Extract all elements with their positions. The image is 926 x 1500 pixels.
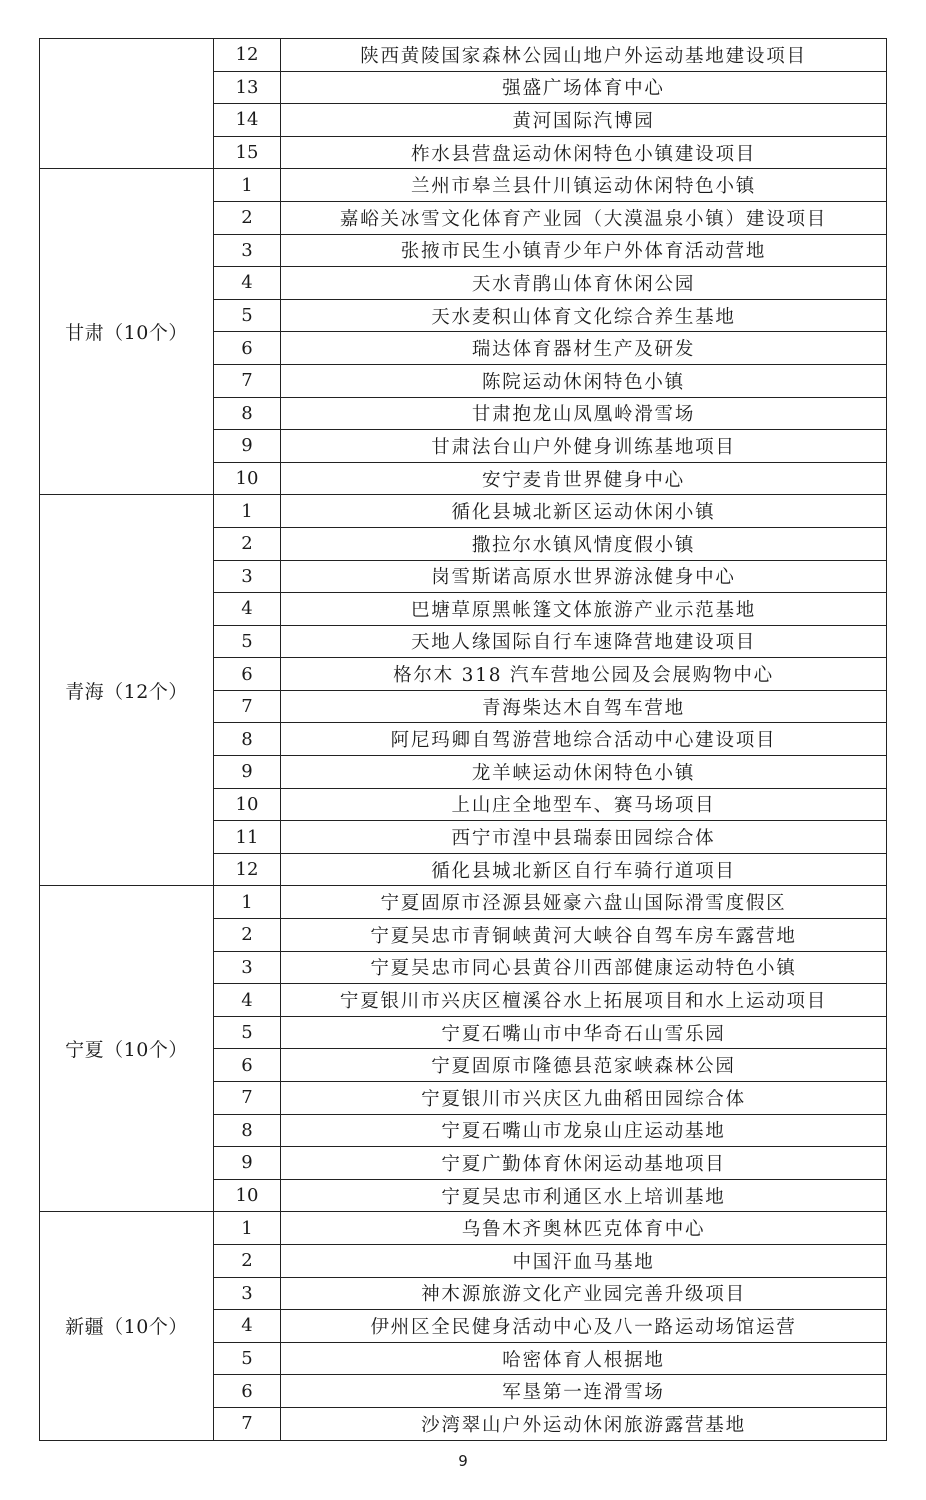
item-number: 2 (214, 919, 281, 952)
item-number: 8 (214, 1114, 281, 1147)
project-name: 乌鲁木齐奥林匹克体育中心 (281, 1212, 887, 1245)
project-name: 宁夏银川市兴庆区九曲稻田园综合体 (281, 1082, 887, 1115)
province-cell (40, 39, 214, 169)
item-number: 9 (214, 756, 281, 789)
project-name: 宁夏固原市泾源县娅豪六盘山国际滑雪度假区 (281, 886, 887, 919)
item-number: 10 (214, 462, 281, 495)
project-name: 循化县城北新区自行车骑行道项目 (281, 853, 887, 886)
item-number: 8 (214, 723, 281, 756)
item-number: 5 (214, 299, 281, 332)
item-number: 4 (214, 1310, 281, 1343)
project-name: 柞水县营盘运动休闲特色小镇建设项目 (281, 136, 887, 169)
item-number: 3 (214, 234, 281, 267)
project-name: 天地人缘国际自行车速降营地建设项目 (281, 625, 887, 658)
item-number: 12 (214, 39, 281, 72)
project-name: 岗雪斯诺高原水世界游泳健身中心 (281, 560, 887, 593)
project-name: 龙羊峡运动休闲特色小镇 (281, 756, 887, 789)
project-name: 宁夏吴忠市青铜峡黄河大峡谷自驾车房车露营地 (281, 919, 887, 952)
item-number: 4 (214, 984, 281, 1017)
project-name: 嘉峪关冰雪文化体育产业园（大漠温泉小镇）建设项目 (281, 201, 887, 234)
project-name: 循化县城北新区运动休闲小镇 (281, 495, 887, 528)
project-list-body (40, 39, 887, 1441)
item-number: 1 (214, 1212, 281, 1245)
item-number: 10 (214, 1179, 281, 1212)
project-name: 宁夏石嘴山市中华奇石山雪乐园 (281, 1016, 887, 1049)
province-cell: 新疆（10个） (40, 1212, 214, 1440)
province-cell: 宁夏（10个） (40, 886, 214, 1212)
page-number: 9 (458, 1452, 468, 1470)
item-number: 6 (214, 1375, 281, 1408)
item-number: 5 (214, 1016, 281, 1049)
province-cell: 甘肃（10个） (40, 169, 214, 495)
table-row (40, 1212, 887, 1245)
item-number: 7 (214, 364, 281, 397)
item-number: 3 (214, 560, 281, 593)
table-row (40, 169, 887, 202)
item-number: 14 (214, 104, 281, 137)
project-name: 西宁市湟中县瑞泰田园综合体 (281, 821, 887, 854)
project-name: 沙湾翠山户外运动休闲旅游露营基地 (281, 1407, 887, 1440)
item-number: 7 (214, 1082, 281, 1115)
item-number: 2 (214, 201, 281, 234)
table-row (40, 886, 887, 919)
project-name: 甘肃法台山户外健身训练基地项目 (281, 430, 887, 463)
project-name: 格尔木 318 汽车营地公园及会展购物中心 (281, 658, 887, 691)
project-list-table (39, 38, 887, 1441)
project-name: 军垦第一连滑雪场 (281, 1375, 887, 1408)
project-name: 陈院运动休闲特色小镇 (281, 364, 887, 397)
project-name: 宁夏吴忠市同心县黄谷川西部健康运动特色小镇 (281, 951, 887, 984)
project-name: 上山庄全地型车、赛马场项目 (281, 788, 887, 821)
project-name: 安宁麦肯世界健身中心 (281, 462, 887, 495)
project-name: 宁夏石嘴山市龙泉山庄运动基地 (281, 1114, 887, 1147)
project-name: 瑞达体育器材生产及研发 (281, 332, 887, 365)
item-number: 2 (214, 527, 281, 560)
item-number: 13 (214, 71, 281, 104)
project-name: 宁夏固原市隆德县范家峡森林公园 (281, 1049, 887, 1082)
item-number: 5 (214, 1342, 281, 1375)
item-number: 9 (214, 1147, 281, 1180)
item-number: 1 (214, 169, 281, 202)
item-number: 2 (214, 1244, 281, 1277)
project-name: 巴塘草原黑帐篷文体旅游产业示范基地 (281, 593, 887, 626)
item-number: 11 (214, 821, 281, 854)
project-name: 神木源旅游文化产业园完善升级项目 (281, 1277, 887, 1310)
item-number: 1 (214, 886, 281, 919)
province-cell: 青海（12个） (40, 495, 214, 886)
table-row (40, 39, 887, 72)
project-name: 阿尼玛卿自驾游营地综合活动中心建设项目 (281, 723, 887, 756)
project-name: 甘肃抱龙山凤凰岭滑雪场 (281, 397, 887, 430)
project-name: 撒拉尔水镇风情度假小镇 (281, 527, 887, 560)
project-name: 中国汗血马基地 (281, 1244, 887, 1277)
item-number: 4 (214, 593, 281, 626)
project-name: 陕西黄陵国家森林公园山地户外运动基地建设项目 (281, 39, 887, 72)
item-number: 3 (214, 1277, 281, 1310)
item-number: 4 (214, 267, 281, 300)
project-name: 青海柴达木自驾车营地 (281, 690, 887, 723)
item-number: 8 (214, 397, 281, 430)
item-number: 6 (214, 332, 281, 365)
project-name: 张掖市民生小镇青少年户外体育活动营地 (281, 234, 887, 267)
item-number: 6 (214, 658, 281, 691)
project-name: 宁夏银川市兴庆区檀溪谷水上拓展项目和水上运动项目 (281, 984, 887, 1017)
project-name: 伊州区全民健身活动中心及八一路运动场馆运营 (281, 1310, 887, 1343)
table-row (40, 495, 887, 528)
item-number: 7 (214, 1407, 281, 1440)
project-name: 天水麦积山体育文化综合养生基地 (281, 299, 887, 332)
project-name: 黄河国际汽博园 (281, 104, 887, 137)
item-number: 15 (214, 136, 281, 169)
item-number: 10 (214, 788, 281, 821)
item-number: 12 (214, 853, 281, 886)
item-number: 3 (214, 951, 281, 984)
project-name: 哈密体育人根据地 (281, 1342, 887, 1375)
item-number: 9 (214, 430, 281, 463)
item-number: 6 (214, 1049, 281, 1082)
item-number: 5 (214, 625, 281, 658)
project-name: 宁夏吴忠市利通区水上培训基地 (281, 1179, 887, 1212)
item-number: 1 (214, 495, 281, 528)
project-name: 兰州市皋兰县什川镇运动休闲特色小镇 (281, 169, 887, 202)
project-name: 强盛广场体育中心 (281, 71, 887, 104)
project-name: 天水青鹃山体育休闲公园 (281, 267, 887, 300)
project-name: 宁夏广勤体育休闲运动基地项目 (281, 1147, 887, 1180)
item-number: 7 (214, 690, 281, 723)
